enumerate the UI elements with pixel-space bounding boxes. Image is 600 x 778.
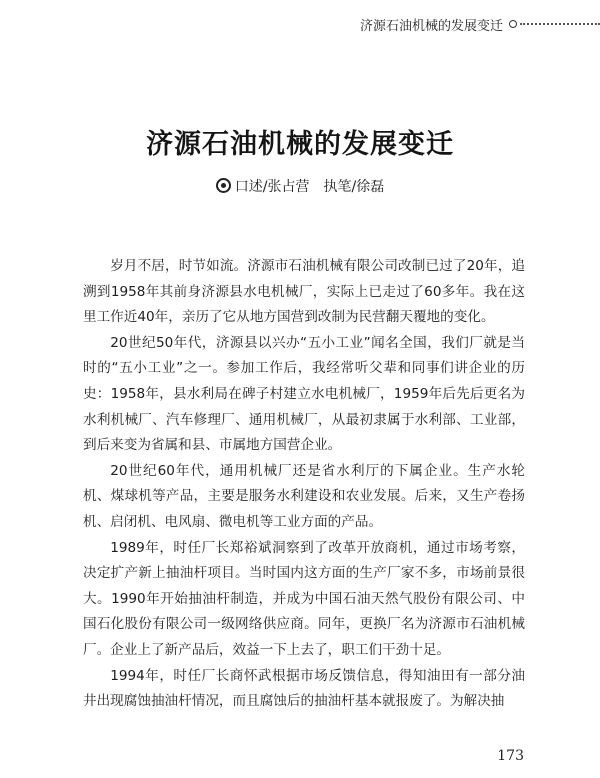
page-number: 173 — [497, 748, 524, 764]
dotted-rule — [520, 23, 600, 25]
article-title: 济源石油机械的发展变迁 — [146, 129, 454, 160]
running-header-title: 济源石油机械的发展变迁 — [360, 18, 504, 34]
byline — [0, 176, 600, 196]
circle-ornament-icon — [509, 20, 517, 28]
paragraph: 20世纪60年代，通用机械厂还是省水利厅的下属企业。生产水轮机、煤球机等产品，主要是服务水利建设和农业发展。后来，又生产卷扬机、启闭机、电风扇、微电机等工业方面的产品。 — [83, 462, 525, 530]
paragraph: 1989年，时任厂长郑裕斌洞察到了改革开放商机，通过市场考察，决定扩产新上抽油杆项目。当时国内这方面的生产厂家不多，市场前景很大。1990年开始抽油杆制造，并成为中国石油天然气股份有限公司、中国石化股份有限公司一级网络供应商。同年，更换厂名为济源市石油机械厂。企业上了新产品后，效益一下上去了，职工们干劲十足。 — [83, 539, 525, 658]
running-header — [360, 14, 600, 34]
paragraph: 1994年，时任厂长商怀武根据市场反馈信息，得知油田有一部分油井出现腐蚀抽油杆情况，而且腐蚀后的抽油杆基本就报废了。为解决抽 — [83, 667, 525, 710]
paragraph: 20世纪50年代，济源县以兴办“五小工业”闻名全国，我们厂就是当时的“五小工业”之一。参加工作后，我经常听父辈和同事们讲企业的历史：1958年，县水利局在碑子村建立水电机械厂，1959年后先后更名为水利机械厂、汽车修理厂、通用机械厂，从最初隶属于水利部、工业部，到后来变为省属和县、市属地方国营企业。 — [83, 334, 525, 454]
bullseye-icon — [216, 178, 231, 193]
byline-writer: 执笔/徐磊 — [323, 179, 385, 195]
byline-narrator: 口述/张占营 — [234, 179, 310, 195]
article-body — [83, 254, 525, 715]
paragraph: 岁月不居，时节如流。济源市石油机械有限公司改制已过了20年，追溯到1958年其前身济源县水电机械厂，实际上已走过了60多年。我在这里工作近40年，亲历了它从地方国营到改制为民营翻天覆地的变化。 — [83, 258, 525, 326]
